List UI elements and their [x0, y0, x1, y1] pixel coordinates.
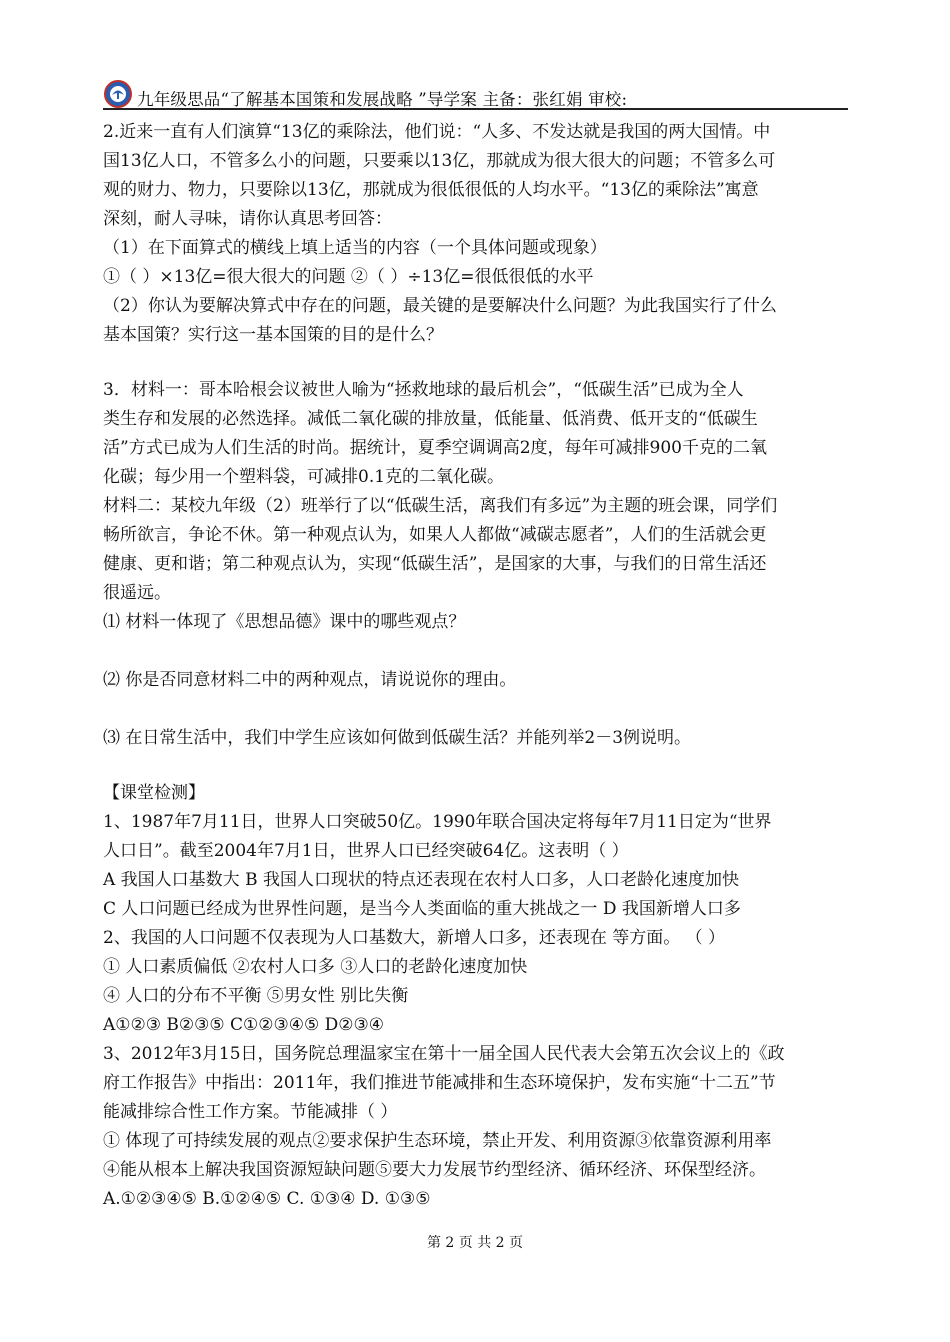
text-line: 能减排综合性工作方案。节能减排（ ） [103, 1102, 398, 1122]
text-line: （1）在下面算式的横线上填上适当的内容（一个具体问题或现象） [103, 238, 607, 258]
text-line: 人口日”。截至2004年7月1日，世界人口已经突破64亿。这表明（ ） [103, 841, 629, 861]
text-line: 基本国策？实行这一基本国策的目的是什么？ [103, 325, 443, 345]
text-line: 化碳；每少用一个塑料袋，可减排0.1克的二氧化碳。 [103, 467, 505, 487]
text-line: 府工作报告》中指出：2011年，我们推进节能减排和生态环境保护，发布实施“十二五”节 [103, 1073, 776, 1093]
text-line: 健康、更和谐；第二种观点认为，实现“低碳生活”，是国家的大事，与我们的日常生活还 [103, 554, 767, 574]
text-line: ④ 人口的分布不平衡 ⑤男女性 别比失衡 [103, 986, 409, 1006]
sub-question-2: ⑵ 你是否同意材料二中的两种观点，请说说你的理由。 [103, 670, 517, 690]
text-line: 很遥远。 [103, 583, 171, 603]
text-line: C 人口问题已经成为世界性问题，是当今人类面临的重大挑战之一 D 我国新增人口多 [103, 899, 741, 919]
text-line: （2）你认为要解决算式中存在的问题，最关键的是要解决什么问题？为此我国实行了什么 [103, 296, 777, 316]
text-line: 活”方式已成为人们生活的时尚。据统计，夏季空调调高2度，每年可减排900千克的二氧 [103, 438, 767, 458]
text-line: 深刻，耐人寻味，请你认真思考回答： [103, 209, 392, 229]
school-logo-icon [103, 80, 133, 108]
text-line: 类生存和发展的必然选择。减低二氧化碳的排放量，低能量、低消费、低开支的“低碳生 [103, 409, 758, 429]
text-line: A①②③ B②③⑤ C①②③④⑤ D②③④ [103, 1015, 384, 1035]
section-heading: 【课堂检测】 [103, 783, 205, 803]
text-line: 2.近来一直有人们演算“13亿的乘除法，他们说：“人多、不发达就是我国的两大国情。中 [103, 122, 771, 142]
question-2 [103, 118, 851, 350]
text-line: 材料二：某校九年级（2）班举行了以“低碳生活，离我们有多远”为主题的班会课，同学们 [103, 496, 778, 516]
document-body [103, 118, 851, 1214]
question-3 [103, 376, 851, 753]
sub-question-3: ⑶ 在日常生活中，我们中学生应该如何做到低碳生活？并能列举2－3例说明。 [103, 728, 692, 748]
text-line: 观的财力、物力，只要除以13亿，那就成为很低很低的人均水平。“13亿的乘除法”寓意 [103, 180, 759, 200]
sub-question-1: ⑴ 材料一体现了《思想品德》课中的哪些观点？ [103, 612, 466, 632]
text-line: 3．材料一：哥本哈根会议被世人喻为“拯救地球的最后机会”，“低碳生活”已成为全人 [103, 380, 744, 400]
text-line: A.①②③④⑤ B.①②④⑤ C. ①③④ D. ①③⑤ [103, 1189, 431, 1209]
text-line: ① 体现了可持续发展的观点②要求保护生态环境，禁止开发、利用资源③依靠资源利用率 [103, 1131, 772, 1151]
text-line: ①（ ）×13亿=很大很大的问题 ②（ ）÷13亿=很低很低的水平 [103, 267, 594, 287]
text-line: 1、1987年7月11日，世界人口突破50亿。1990年联合国决定将每年7月11日定为“世界 [103, 812, 772, 832]
page-footer: 第 2 页 共 2 页 [426, 1235, 524, 1251]
text-line: ④能从根本上解决我国资源短缺问题⑤要大力发展节约型经济、循环经济、环保型经济。 [103, 1160, 766, 1180]
text-line: A 我国人口基数大 B 我国人口现状的特点还表现在农村人口多，人口老龄化速度加快 [103, 870, 739, 890]
text-line: ① 人口素质偏低 ②农村人口多 ③人口的老龄化速度加快 [103, 957, 528, 977]
page-header [103, 80, 848, 110]
classroom-test [103, 779, 851, 1214]
text-line: 国13亿人口，不管多么小的问题，只要乘以13亿，那就成为很大很大的问题；不管多么可 [103, 151, 776, 171]
text-line: 2、我国的人口问题不仅表现为人口基数大，新增人口多，还表现在 等方面。 （ ） [103, 928, 726, 948]
header-title: 九年级思品“了解基本国策和发展战略 ”导学案 主备：张红娟 审校: [137, 90, 628, 109]
text-line: 3、2012年3月15日，国务院总理温家宝在第十一届全国人民代表大会第五次会议上的《政 [103, 1044, 785, 1064]
text-line: 畅所欲言，争论不休。第一种观点认为，如果人人都做“减碳志愿者”，人们的生活就会更 [103, 525, 767, 545]
